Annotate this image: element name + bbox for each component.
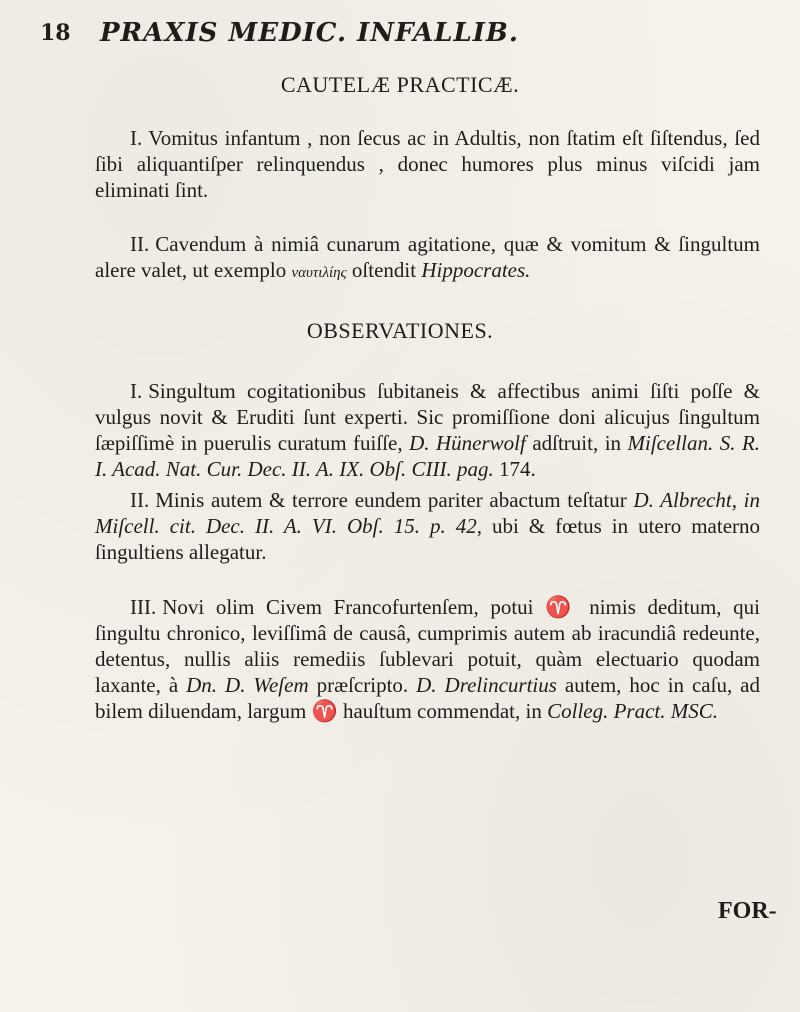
running-header — [40, 18, 770, 58]
cautela-1-number: I. — [130, 126, 143, 150]
cautela-2-number: II. — [130, 232, 150, 256]
observatio-3-ref-author-2: D. Drelincurtius — [416, 673, 557, 697]
cautela-2 — [95, 231, 760, 286]
observatio-3-text: Novi olim Civem Francofurtenſem, potui ♈ nimis deditum, qui ſingultu chronico, leviſſimâ de causâ, cumprimis autem ab iracundiâ redeunte, detentus, nullis aliis remediis ſublevari potuit, quàm electuario quodam laxante, à — [95, 595, 760, 697]
cautela-2-author: Hippocrates. — [421, 258, 531, 282]
page-number: 18 — [40, 20, 71, 46]
observatio-2-ref-page: 15. p. 42, — [393, 514, 482, 538]
observatio-1-number: I. — [130, 379, 143, 403]
observatio-2-text-after: ubi & fœtus in utero materno ſingultiens allegatur. — [95, 514, 761, 564]
observatio-3-ref-work: Colleg. Pract. MSC. — [547, 699, 719, 723]
observatio-1-ref-author: D. Hünerwolf — [409, 431, 526, 455]
observatio-1-text: Singultum cogitationibus ſubitaneis & affectibus animi ſiſti poſſe & vulgus novit & Eruditi ſunt experti. Sic promiſſione doni alicujus ſingultum ſæpiſſimè in puerulis curatum fuiſſe, — [95, 379, 760, 455]
observatio-3-number: III. — [130, 595, 157, 619]
observatio-3-text-after: autem, hoc in caſu, ad bilem diluendam, largum ♈ hauſtum commendat, in — [95, 673, 761, 723]
observatio-1-ref-work: Miſcellan. S. R. I. Acad. Nat. Cur. Dec. II. A. IX. Obſ. CIII. pag. — [95, 431, 761, 481]
observatio-3 — [95, 594, 760, 724]
running-title: PRAXIS MEDIC. INFALLIB. — [100, 18, 519, 48]
observatio-3-text-mid: præſcripto. — [316, 673, 409, 697]
observatio-1-ref-mid: adſtruit, in — [532, 431, 622, 455]
observatio-2-number: II. — [130, 488, 150, 512]
observatio-1-ref-page: 174. — [499, 457, 536, 481]
observatio-2-ref-work: D. Albrecht, in Miſcell. cit. Dec. II. A. VI. Obſ. — [95, 488, 761, 538]
cautela-1-text: Vomitus infantum , non ſecus ac in Adultis, non ſtatim eſt ſiſtendus, ſed ſibi aliquantiſper relinquendus , donec humores plus minus viſcidi jam eliminati ſint. — [95, 126, 760, 202]
cautela-1 — [95, 125, 760, 203]
observatio-2-text: Minis autem & terrore eundem pariter abactum teſtatur — [155, 488, 627, 512]
observatio-3-ref-author-1: Dn. D. Weſem — [186, 673, 309, 697]
cautela-2-text-after: oſtendit — [351, 258, 417, 282]
observatio-1 — [95, 378, 760, 482]
cautela-2-text: Cavendum à nimiâ cunarum agitatione, quæ & vomitum & ſingultum alere valet, ut exemplo — [95, 232, 760, 282]
catchword: FOR- — [718, 898, 777, 924]
cautela-2-greek-word: ναυτιλίης — [291, 265, 347, 281]
observationes-title: OBSERVATIONES. — [306, 318, 494, 343]
observatio-2 — [95, 487, 760, 565]
cautelae-title: CAUTELÆ PRACTICÆ. — [280, 72, 520, 97]
